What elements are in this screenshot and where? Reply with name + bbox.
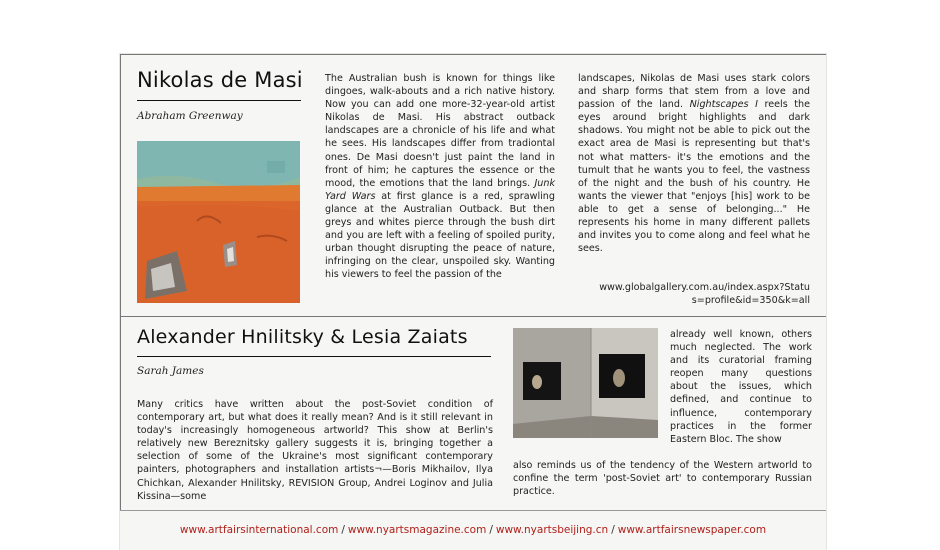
article2-col2-narrow-text: already well known, others much neglected. The work and its curatorial framing reopen many questions about the issues, which defined, and continue to influence, contemporary practices in the former Eastern Bloc. The show	[670, 329, 812, 445]
article1-col2-text-b: reels the eyes around bright highlights and dark shadows. You might not be able to pick out the exact area de Masi is representing but that's not what matters- it's the emotions and the tumult that he wants you to feel, the vastness of the night and the bush of his country. He wants the viewer that "enjoys [his] work to be able to get a sense of belonging..." He represents his home in many different pallets and invites you to come along and feel what he sees.	[578, 99, 810, 255]
article1-url-line2: s=profile&id=350&k=all	[691, 295, 810, 306]
article2-author: Sarah James	[137, 365, 204, 377]
artwork-junk-yard-wars	[137, 141, 300, 303]
article2-column-2-wide	[513, 459, 812, 498]
article1-col1-artwork-title: Junk Yard Wars	[325, 177, 555, 202]
article2-col1-text: Many critics have written about the post-Soviet condition of contemporary art, but what does it really mean? And is it still relevant in today's increasingly homogeneous artworld? This show at Berlin's relatively new Bereznitsky gallery suggests it is, bringing together a selection of some of the Ukraine's most significant contemporary painters, photographers and installation artists¬—Boris Mikhailov, Ilya Chichkan, Alexander Hnilitsky, REVISION Group, Andrei Loginov and Julia Kissina—some	[137, 399, 493, 502]
footer-separator: /	[341, 524, 345, 536]
footer-link-nyartsmagazine[interactable]: www.nyartsmagazine.com	[347, 524, 487, 536]
article1-title-rule	[137, 100, 301, 101]
left-rule	[120, 54, 121, 510]
article1-column-2	[578, 72, 810, 255]
article1-url	[578, 281, 810, 307]
article2-col2-wide-text: also reminds us of the tendency of the Western artworld to confine the term 'post-Soviet art' to contemporary Russian practice.	[513, 460, 812, 498]
article1-column-1	[325, 72, 555, 282]
footer-link-artfairsnewspaper[interactable]: www.artfairsnewspaper.com	[617, 524, 767, 536]
footer-separator: /	[611, 524, 615, 536]
gallery-installation-photo	[513, 328, 658, 438]
footer-rule	[120, 510, 826, 511]
article2-column-2-narrow	[670, 328, 812, 446]
article2-column-1	[137, 398, 493, 503]
top-rule	[120, 54, 826, 55]
footer-link-artfairsinternational[interactable]: www.artfairsinternational.com	[179, 524, 339, 536]
footer-links	[120, 524, 826, 536]
article1-col2-text-a: landscapes, Nikolas de Masi uses stark colors and sharp forms that stem from a love and passion of the land.	[578, 73, 810, 111]
footer-separator: /	[489, 524, 493, 536]
article2-title-rule	[137, 356, 491, 357]
article1-col1-text-b: at first glance is a red, sprawling glance at the Australian Outback. But then greys and whites pierce through the bush dirt and you are left with a feeling of spoiled purity, urban thought disrupting the peace of nature, infringing on the clear, unspoiled sky. Wanting his viewers to feel the passion of the	[325, 190, 555, 281]
article1-author: Abraham Greenway	[137, 110, 243, 122]
article1-col2-artwork-title: Nightscapes I	[689, 99, 758, 111]
article-divider	[120, 316, 826, 317]
article2-title: Alexander Hnilitsky & Lesia Zaiats	[137, 326, 468, 348]
article1-col1-text-a: The Australian bush is known for things like dingoes, walk-abouts and a rich native history. Now you can add one more-32-year-old artist Nikolas de Masi. His abstract outback landscapes are a chronicle of his life and what he sees. His landscapes differ from tradiontal ones. De Masi doesn't just paint the land in front of him; he captures the essence or the mood, the emotions that the land brings.	[325, 73, 555, 189]
footer-link-nyartsbeijing[interactable]: www.nyartsbeijing.cn	[495, 524, 609, 536]
article1-title: Nikolas de Masi	[137, 68, 303, 92]
magazine-page	[120, 54, 826, 550]
article1-url-line1: www.globalgallery.com.au/index.aspx?Statu	[599, 282, 810, 293]
